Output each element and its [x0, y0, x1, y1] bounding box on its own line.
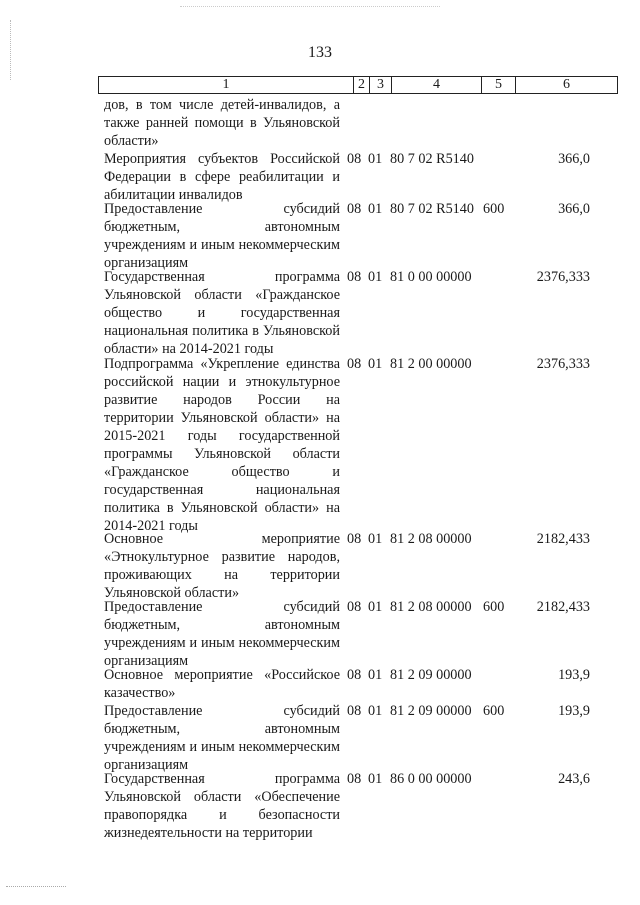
row-name: Мероприятия субъектов Российской Федерации в сфере реабилитации и абилитации инвалидов: [104, 151, 340, 203]
row-subsection: 01: [368, 667, 383, 683]
row-amount: 366,0: [558, 201, 590, 217]
row-section: 08: [347, 531, 362, 547]
row-subsection: 01: [368, 356, 383, 372]
row-name: Предоставление субсидий бюджетным, автономным учреждениям и иным некоммерческим организациям: [104, 599, 340, 669]
header-col-1: 1: [222, 77, 230, 92]
row-name: Государственная программа Ульяновской области «Гражданское общество и государственная национальная политика в Ульяновской области» на 2014-2021 годы: [104, 269, 340, 357]
row-target-code: 81 2 08 00000: [390, 531, 472, 547]
scan-artifact: [6, 886, 66, 889]
row-expense-type: 600: [483, 599, 505, 615]
row-subsection: 01: [368, 151, 383, 167]
row-section: 08: [347, 269, 362, 285]
row-subsection: 01: [368, 531, 383, 547]
row-target-code: 81 2 08 00000: [390, 599, 472, 615]
row-amount: 2182,433: [536, 599, 590, 615]
header-col-2: 2: [353, 77, 369, 93]
row-name: дов, в том числе детей-инвалидов, а также ранней помощи в Ульяновской области»: [104, 97, 340, 149]
row-target-code: 81 2 09 00000: [390, 703, 472, 719]
row-section: 08: [347, 356, 362, 372]
row-section: 08: [347, 599, 362, 615]
scan-artifact: [180, 6, 440, 9]
row-amount: 193,9: [558, 667, 590, 683]
row-section: 08: [347, 201, 362, 217]
row-name: Основное мероприятие «Этнокультурное развитие народов, проживающих на территории Ульяновской области»: [104, 531, 340, 601]
row-amount: 366,0: [558, 151, 590, 167]
row-target-code: 80 7 02 R5140: [390, 201, 474, 217]
header-col-6: 6: [515, 77, 617, 93]
row-amount: 243,6: [558, 771, 590, 787]
row-name: Государственная программа Ульяновской области «Обеспечение правопорядка и безопасности жизнедеятельности на территории: [104, 771, 340, 841]
row-amount: 193,9: [558, 703, 590, 719]
row-amount: 2376,333: [536, 356, 590, 372]
row-section: 08: [347, 151, 362, 167]
row-target-code: 81 2 00 00000: [390, 356, 472, 372]
row-subsection: 01: [368, 703, 383, 719]
row-name: Предоставление субсидий бюджетным, автономным учреждениям и иным некоммерческим организациям: [104, 703, 340, 773]
table-header: [98, 76, 618, 94]
row-amount: 2376,333: [536, 269, 590, 285]
row-target-code: 86 0 00 00000: [390, 771, 472, 787]
row-section: 08: [347, 667, 362, 683]
row-subsection: 01: [368, 269, 383, 285]
row-expense-type: 600: [483, 201, 505, 217]
row-subsection: 01: [368, 771, 383, 787]
row-amount: 2182,433: [536, 531, 590, 547]
row-section: 08: [347, 771, 362, 787]
row-target-code: 81 0 00 00000: [390, 269, 472, 285]
header-col-4: 4: [391, 77, 481, 93]
row-subsection: 01: [368, 599, 383, 615]
header-col-3: 3: [369, 77, 391, 93]
page-number: 133: [308, 44, 332, 61]
row-name: Предоставление субсидий бюджетным, автономным учреждениям и иным некоммерческим организациям: [104, 201, 340, 271]
row-target-code: 81 2 09 00000: [390, 667, 472, 683]
row-section: 08: [347, 703, 362, 719]
row-name: Подпрограмма «Укрепление единства российской нации и этнокультурное развитие народов России на территории Ульяновской области» на 2015-2021 годы государственной программы Ульяновской области «Гражданское общество и государственная национальная политика в Ульяновской области» на 2014-2021 годы: [104, 356, 340, 534]
row-subsection: 01: [368, 201, 383, 217]
row-expense-type: 600: [483, 703, 505, 719]
header-col-5: 5: [481, 77, 515, 93]
row-target-code: 80 7 02 R5140: [390, 151, 474, 167]
row-name: Основное мероприятие «Российское казачество»: [104, 667, 340, 701]
